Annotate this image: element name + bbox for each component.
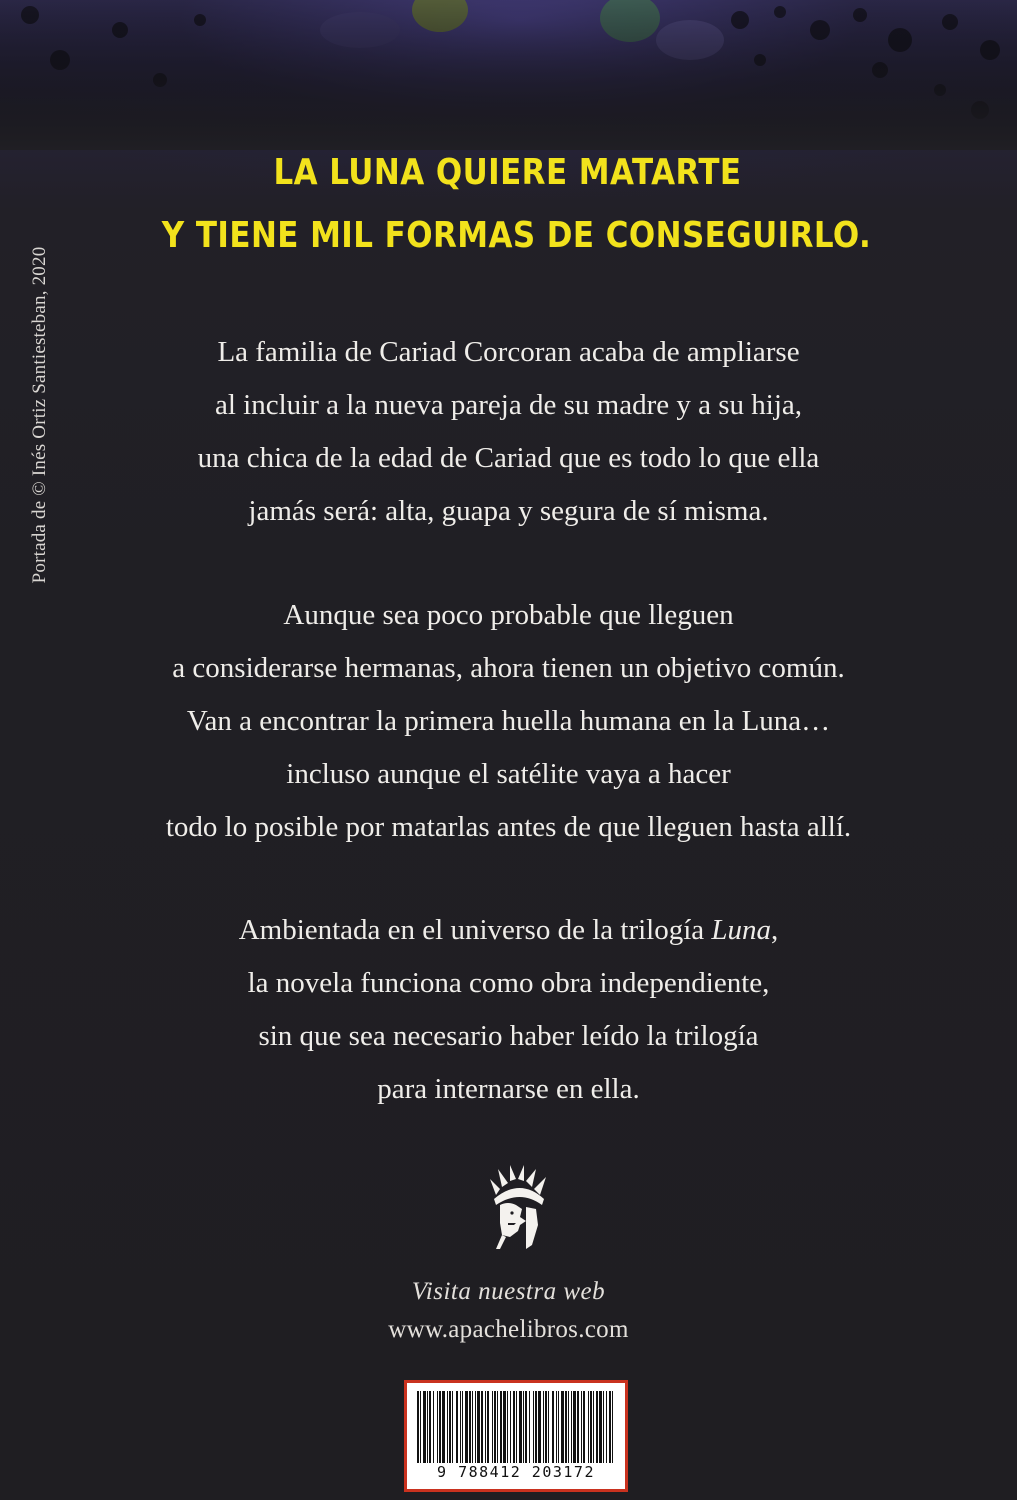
barcode-bar bbox=[510, 1391, 511, 1463]
barcode-bar bbox=[545, 1391, 547, 1463]
isbn-barcode bbox=[404, 1380, 628, 1492]
barcode-bar bbox=[568, 1391, 569, 1463]
barcode-bar bbox=[497, 1391, 498, 1463]
barcode-bar bbox=[525, 1391, 527, 1463]
barcode-bar bbox=[469, 1391, 471, 1463]
barcode-bar bbox=[420, 1391, 421, 1463]
barcode-bar bbox=[588, 1391, 589, 1463]
barcode-bar bbox=[423, 1391, 426, 1463]
barcode-bar bbox=[596, 1391, 598, 1463]
barcode-bar bbox=[437, 1391, 438, 1463]
cover-art-credit: Portada de © Inés Ortiz Santiesteban, 2020 bbox=[29, 246, 50, 584]
barcode-bar bbox=[507, 1391, 508, 1463]
barcode-bar bbox=[543, 1391, 544, 1463]
synopsis-p2-line-5: todo lo posible por matarlas antes de que lleguen hasta allí. bbox=[165, 811, 852, 843]
synopsis-p1-line-4: jamás será: alta, guapa y segura de sí misma. bbox=[248, 495, 769, 527]
barcode-bar bbox=[571, 1391, 572, 1463]
tagline-line-2: Y TIENE MIL FORMAS DE CONSEGUIRLO. bbox=[161, 215, 872, 256]
synopsis-p3-line-4: para internarse en ella. bbox=[377, 1073, 640, 1105]
synopsis-p2-line-3: Van a encontrar la primera huella humana en la Luna… bbox=[186, 705, 831, 737]
barcode-bar bbox=[606, 1391, 607, 1463]
synopsis-p1-line-1: La familia de Cariad Corcoran acaba de ampliarse bbox=[217, 336, 800, 368]
barcode-bar bbox=[492, 1391, 493, 1463]
top-illustration bbox=[0, 0, 1017, 150]
barcode-bar bbox=[593, 1391, 594, 1463]
barcode-bar bbox=[447, 1391, 448, 1463]
barcode-bar bbox=[612, 1391, 613, 1463]
barcode-bar bbox=[581, 1391, 582, 1463]
barcode-bar bbox=[561, 1391, 564, 1463]
barcode-bar bbox=[475, 1391, 476, 1463]
synopsis-p1-line-3: una chica de la edad de Cariad que es todo lo que ella bbox=[197, 442, 820, 474]
barcode-bar bbox=[590, 1391, 592, 1463]
barcode-bar bbox=[583, 1391, 585, 1463]
barcode-bar bbox=[548, 1391, 549, 1463]
barcode-bar bbox=[513, 1391, 515, 1463]
barcode-bar bbox=[417, 1391, 419, 1463]
barcode-bar bbox=[533, 1391, 534, 1463]
barcode-bar bbox=[538, 1391, 541, 1463]
barcode-bar bbox=[500, 1391, 502, 1463]
synopsis-p3-line-2: la novela funciona como obra independiente, bbox=[247, 967, 770, 999]
barcode-bar bbox=[449, 1391, 451, 1463]
barcode-bar bbox=[452, 1391, 453, 1463]
barcode-bar bbox=[433, 1391, 434, 1463]
barcode-bar bbox=[599, 1391, 602, 1463]
barcode-bar bbox=[460, 1391, 461, 1463]
barcode-bar bbox=[558, 1391, 559, 1463]
barcode-bar bbox=[485, 1391, 486, 1463]
barcode-bar bbox=[427, 1391, 428, 1463]
barcode-bar bbox=[462, 1391, 463, 1463]
barcode-bar bbox=[603, 1391, 604, 1463]
barcode-bar bbox=[529, 1391, 530, 1463]
barcode-bar bbox=[487, 1391, 489, 1463]
tagline-line-1: LA LUNA QUIERE MATARTE bbox=[273, 152, 742, 193]
synopsis-p3-line-1-after: , bbox=[771, 914, 779, 946]
synopsis-p3-line-1 bbox=[0, 914, 1017, 947]
barcode-bar bbox=[556, 1391, 557, 1463]
barcode-bar bbox=[503, 1391, 506, 1463]
barcode-bar bbox=[477, 1391, 480, 1463]
barcode-bar bbox=[494, 1391, 496, 1463]
barcode-bar bbox=[535, 1391, 537, 1463]
barcode-bar bbox=[519, 1391, 522, 1463]
isbn-number: 9 788412 203172 bbox=[437, 1463, 595, 1481]
synopsis-p2-line-2: a considerarse hermanas, ahora tienen un objetivo común. bbox=[172, 652, 845, 684]
barcode-bar bbox=[565, 1391, 567, 1463]
website-invite: Visita nuestra web bbox=[411, 1278, 606, 1305]
barcode-bar bbox=[577, 1391, 579, 1463]
publisher-website-link[interactable]: www.apachelibros.com bbox=[388, 1316, 629, 1343]
barcode-bar bbox=[609, 1391, 611, 1463]
series-title: Luna bbox=[711, 914, 772, 946]
synopsis-p1-line-2: al incluir a la nueva pareja de su madre y a su hija, bbox=[214, 389, 802, 421]
barcode-bar bbox=[481, 1391, 483, 1463]
synopsis-p3-line-3: sin que sea necesario haber leído la trilogía bbox=[258, 1020, 759, 1052]
barcode-bar bbox=[552, 1391, 554, 1463]
barcode-bar bbox=[456, 1391, 458, 1463]
barcode-bar bbox=[429, 1391, 431, 1463]
barcode-bar bbox=[573, 1391, 576, 1463]
barcode-bar bbox=[472, 1391, 473, 1463]
barcode-bars bbox=[415, 1391, 617, 1463]
barcode-bar bbox=[439, 1391, 441, 1463]
barcode-bar bbox=[442, 1391, 445, 1463]
synopsis-p2-line-4: incluso aunque el satélite vaya a hacer bbox=[286, 758, 731, 790]
barcode-bar bbox=[465, 1391, 468, 1463]
barcode-bar bbox=[516, 1391, 517, 1463]
synopsis-p3-line-1-before: Ambientada en el universo de la trilogía bbox=[238, 914, 712, 946]
apache-chief-head-icon bbox=[486, 1165, 554, 1250]
barcode-bar bbox=[523, 1391, 524, 1463]
synopsis-p2-line-1: Aunque sea poco probable que lleguen bbox=[283, 599, 734, 631]
